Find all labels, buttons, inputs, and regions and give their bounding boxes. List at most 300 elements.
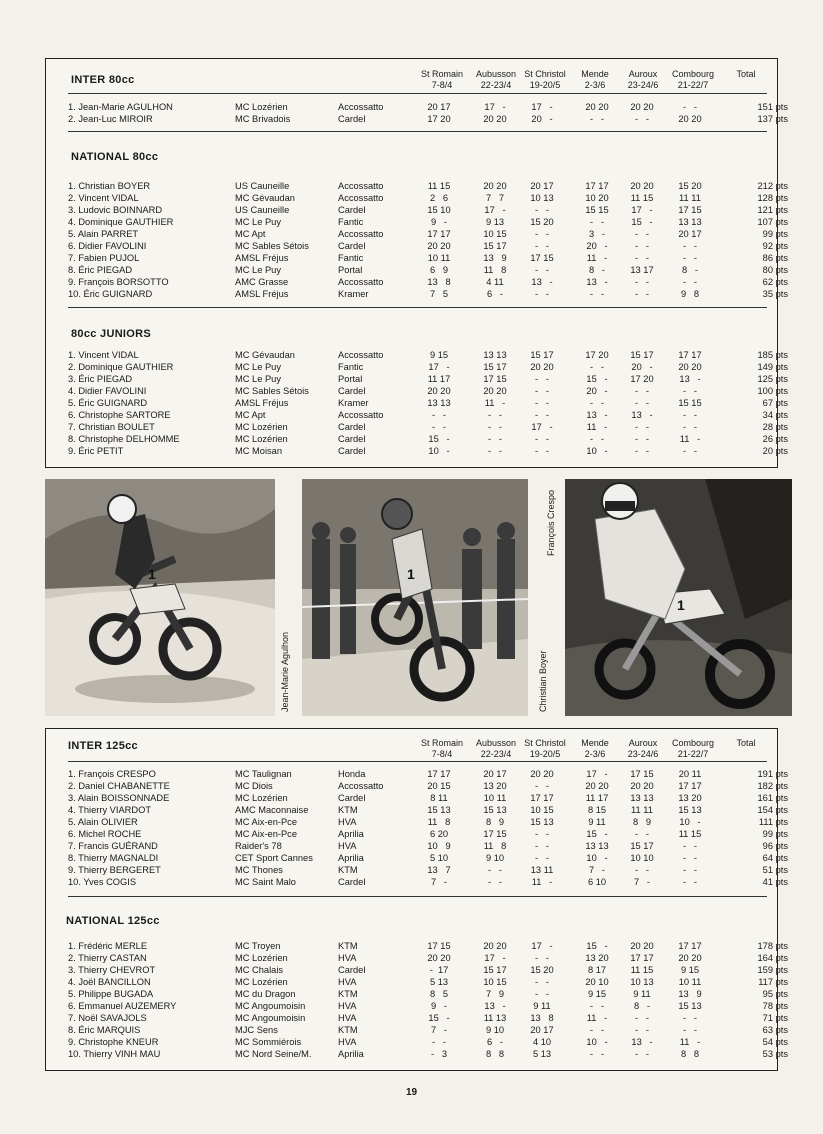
total-points: 159 pts <box>757 965 788 975</box>
club-name: MC Le Puy <box>235 217 281 227</box>
total-points: 128 pts <box>757 193 788 203</box>
race-score: - - <box>683 446 697 456</box>
rider-name: 7. Noël SAVAJOLS <box>68 1013 147 1023</box>
col-header-st-romain: St Romain 7-8/4 <box>420 738 464 759</box>
rider-name: 6. Christophe SARTORE <box>68 410 171 420</box>
club-name: MC Thones <box>235 865 283 875</box>
club-name: MC Lozérien <box>235 422 288 432</box>
race-score: - - <box>683 422 697 432</box>
race-score: 5 13 <box>532 1049 552 1059</box>
total-points: 28 pts <box>762 422 788 432</box>
rider-name: 3. Ludovic BOINNARD <box>68 205 163 215</box>
col-header-auroux: Auroux 23-24/6 <box>627 69 659 90</box>
race-number-1: 1 <box>677 597 685 613</box>
motorcycle-brand: HVA <box>338 1001 357 1011</box>
race-score: 17 15 <box>530 253 554 263</box>
table-row <box>68 768 788 780</box>
race-score: 17 20 <box>630 374 654 384</box>
race-score: 15 17 <box>483 362 507 372</box>
race-score: 17 17 <box>630 953 654 963</box>
race-score: 10 - <box>586 853 608 863</box>
table-row <box>68 240 788 252</box>
total-points: 125 pts <box>757 374 788 384</box>
rider-name: 2. Daniel CHABANETTE <box>68 781 170 791</box>
race-score: - - <box>432 1037 446 1047</box>
table-row <box>68 349 788 361</box>
motorcycle-brand: Cardel <box>338 965 366 975</box>
race-score: 17 - <box>428 362 450 372</box>
race-score: 15 - <box>586 374 608 384</box>
race-score: - - <box>488 422 502 432</box>
race-score: 20 17 <box>530 181 554 191</box>
motorcycle-brand: HVA <box>338 953 357 963</box>
rider-name: 9. François BORSOTTO <box>68 277 169 287</box>
header-rule <box>68 761 767 762</box>
race-score: - - <box>590 217 604 227</box>
motorcycle-brand: Accossatto <box>338 350 384 360</box>
race-score: 17 - <box>531 422 553 432</box>
race-score: 13 20 <box>585 953 609 963</box>
rider-name: 10. Éric GUIGNARD <box>68 289 153 299</box>
race-score: 10 11 <box>678 977 702 987</box>
table-row <box>68 1024 788 1036</box>
race-score: 10 - <box>428 446 450 456</box>
race-score: 15 13 <box>530 817 554 827</box>
results-box-125cc <box>45 728 788 1071</box>
race-score: 20 - <box>586 241 608 251</box>
table-row <box>68 276 788 288</box>
race-score: - - <box>535 241 549 251</box>
club-name: MC Troyen <box>235 941 281 951</box>
club-name: US Cauneille <box>235 181 290 191</box>
motorcycle-brand: KTM <box>338 805 358 815</box>
results-box-80cc <box>45 58 788 468</box>
race-score: 13 - <box>631 410 653 420</box>
race-score: 15 13 <box>678 805 702 815</box>
col-header-st-christol: St Christol 19-20/5 <box>524 738 566 759</box>
race-score: - 17 <box>429 965 449 975</box>
photo-boyer <box>302 479 528 716</box>
total-points: 212 pts <box>757 181 788 191</box>
race-score: 11 8 <box>483 265 507 275</box>
race-score: 15 15 <box>585 205 609 215</box>
race-score: - - <box>683 277 697 287</box>
rider-name: 3. Thierry CHEVROT <box>68 965 156 975</box>
club-name: MC Le Puy <box>235 374 281 384</box>
race-score: 13 9 <box>678 989 702 999</box>
club-name: MC Sommiérois <box>235 1037 302 1047</box>
club-name: MC Sables Sétois <box>235 386 309 396</box>
race-score: - - <box>535 434 549 444</box>
club-name: MC Angoumoisin <box>235 1013 306 1023</box>
race-score: 15 17 <box>630 350 654 360</box>
race-score: - - <box>635 398 649 408</box>
table-row <box>68 804 788 816</box>
club-name: US Cauneille <box>235 205 290 215</box>
race-score: 7 - <box>633 877 650 887</box>
total-points: 100 pts <box>757 386 788 396</box>
rider-name: 6. Emmanuel AUZEMERY <box>68 1001 177 1011</box>
race-score: 5 10 <box>429 853 449 863</box>
col-header-aubusson: Aubusson 22-23/4 <box>475 738 517 759</box>
race-score: 11 15 <box>630 965 654 975</box>
table-row <box>68 816 788 828</box>
table-row <box>68 397 788 409</box>
table-row <box>68 409 788 421</box>
race-score: 20 20 <box>427 953 451 963</box>
motorcycle-brand: Portal <box>338 374 363 384</box>
race-score: 13 - <box>586 410 608 420</box>
motorcycle-brand: Cardel <box>338 241 366 251</box>
motorcycle-brand: KTM <box>338 989 358 999</box>
total-points: 62 pts <box>762 277 788 287</box>
page-number: 19 <box>405 1087 418 1098</box>
table-row <box>68 204 788 216</box>
race-score: 20 20 <box>483 181 507 191</box>
race-score: - - <box>535 853 549 863</box>
race-score: 13 13 <box>483 350 507 360</box>
race-score: 15 15 <box>678 398 702 408</box>
race-score: - - <box>535 781 549 791</box>
race-score: - - <box>535 841 549 851</box>
table-row <box>68 264 788 276</box>
race-score: 13 9 <box>483 253 507 263</box>
club-name: MC Moisan <box>235 446 283 456</box>
race-score: - - <box>683 1025 697 1035</box>
total-points: 111 pts <box>758 817 788 827</box>
col-header-combourg: Combourg 21-22/7 <box>671 738 715 759</box>
total-points: 117 pts <box>758 977 788 987</box>
section-rule <box>68 307 767 308</box>
race-score: - 3 <box>430 1049 447 1059</box>
race-score: 10 10 <box>630 853 654 863</box>
motorcycle-brand: HVA <box>338 841 357 851</box>
total-points: 137 pts <box>757 114 788 124</box>
table-row <box>68 1012 788 1024</box>
race-score: 20 - <box>631 362 653 372</box>
club-name: CET Sport Cannes <box>235 853 313 863</box>
race-score: 15 20 <box>530 217 554 227</box>
race-score: 15 13 <box>678 1001 702 1011</box>
race-score: 17 15 <box>483 829 507 839</box>
race-score: 17 15 <box>483 374 507 384</box>
race-score: 8 - <box>633 1001 650 1011</box>
race-score: 20 20 <box>678 953 702 963</box>
race-score: 11 15 <box>630 193 654 203</box>
race-score: 17 17 <box>678 781 702 791</box>
rider-name: 5. Philippe BUGADA <box>68 989 154 999</box>
race-score: - - <box>535 386 549 396</box>
race-score: 15 13 <box>427 805 451 815</box>
table-row <box>68 113 788 125</box>
race-score: 10 13 <box>630 977 654 987</box>
club-name: AMSL Fréjus <box>235 289 289 299</box>
total-points: 154 pts <box>757 805 788 815</box>
race-number-1: 1 <box>148 566 156 582</box>
race-score: - - <box>635 386 649 396</box>
race-score: 15 - <box>428 434 450 444</box>
motorcycle-brand: Cardel <box>338 877 366 887</box>
race-score: - - <box>635 289 649 299</box>
total-points: 26 pts <box>762 434 788 444</box>
rider-name: 2. Thierry CASTAN <box>68 953 147 963</box>
race-score: 15 17 <box>530 350 554 360</box>
race-score: 8 8 <box>485 1049 505 1059</box>
total-points: 191 pts <box>757 769 788 779</box>
race-score: - - <box>635 1049 649 1059</box>
motorcycle-brand: Aprilia <box>338 1049 364 1059</box>
race-score: 13 13 <box>630 793 654 803</box>
race-score: 11 - <box>679 1037 701 1047</box>
race-score: 8 - <box>681 265 698 275</box>
motorcycle-brand: Accossatto <box>338 229 384 239</box>
section-rule <box>68 131 767 132</box>
race-score: 17 - <box>484 205 506 215</box>
rider-name: 8. Éric MARQUIS <box>68 1025 141 1035</box>
race-score: 4 10 <box>532 1037 552 1047</box>
race-score: 8 11 <box>430 793 448 803</box>
motorcycle-brand: Cardel <box>338 793 366 803</box>
motorcycle-brand: KTM <box>338 1025 358 1035</box>
race-score: - - <box>535 829 549 839</box>
col-header-combourg: Combourg 21-22/7 <box>671 69 715 90</box>
total-points: 51 pts <box>762 865 788 875</box>
race-score: 10 11 <box>483 793 507 803</box>
race-score: 10 - <box>586 446 608 456</box>
race-score: 13 7 <box>427 865 451 875</box>
table-row <box>68 385 788 397</box>
total-points: 164 pts <box>757 953 788 963</box>
total-points: 99 pts <box>762 829 788 839</box>
rider-name: 7. Christian BOULET <box>68 422 155 432</box>
motorcycle-brand: Kramer <box>338 289 369 299</box>
rider-name: 4. Dominique GAUTHIER <box>68 217 174 227</box>
race-score: 7 7 <box>485 193 505 203</box>
race-score: 8 8 <box>680 1049 700 1059</box>
race-score: - - <box>635 229 649 239</box>
club-name: MC Aix-en-Pce <box>235 817 297 827</box>
rider-name: 8. Christophe DELHOMME <box>68 434 180 444</box>
race-score: - - <box>683 853 697 863</box>
club-name: MJC Sens <box>235 1025 278 1035</box>
race-score: - - <box>590 1049 604 1059</box>
race-score: 15 17 <box>483 965 507 975</box>
race-score: 9 - <box>430 217 447 227</box>
race-score: 20 17 <box>427 102 451 112</box>
race-score: 10 15 <box>530 805 554 815</box>
race-score: 20 20 <box>630 941 654 951</box>
motorcycle-brand: Cardel <box>338 114 366 124</box>
motorcycle-brand: HVA <box>338 1037 357 1047</box>
motorcycle-brand: KTM <box>338 865 358 875</box>
motorcycle-brand: Cardel <box>338 434 366 444</box>
race-score: 20 20 <box>630 781 654 791</box>
total-points: 20 pts <box>762 446 788 456</box>
race-score: 6 10 <box>587 877 607 887</box>
race-score: 13 8 <box>427 277 451 287</box>
photo-caption-boyer: Christian Boyer <box>538 650 548 712</box>
race-score: - - <box>590 434 604 444</box>
motorcycle-brand: Accossatto <box>338 410 384 420</box>
race-score: 9 10 <box>485 1025 505 1035</box>
race-score: 11 13 <box>483 1013 507 1023</box>
race-score: 10 - <box>679 817 701 827</box>
race-score: 17 17 <box>530 793 554 803</box>
race-score: 15 - <box>631 217 653 227</box>
col-header-total: Total <box>736 69 756 79</box>
section-title-inter-125cc: INTER 125cc <box>68 740 138 752</box>
race-score: 11 17 <box>427 374 451 384</box>
rider-name: 8. Éric PIEGAD <box>68 265 133 275</box>
photo-caption-agulhon: Jean-Marie Agulhon <box>280 631 290 712</box>
race-score: 15 17 <box>483 241 507 251</box>
race-score: 6 9 <box>429 265 449 275</box>
rider-name: 10. Thierry VINH MAU <box>68 1049 161 1059</box>
rider-name: 5. Alain PARRET <box>68 229 139 239</box>
race-score: 20 15 <box>427 781 451 791</box>
race-score: 7 - <box>430 1025 447 1035</box>
race-score: - - <box>535 265 549 275</box>
motorcycle-brand: HVA <box>338 1013 357 1023</box>
race-score: 20 20 <box>678 114 702 124</box>
race-score: - - <box>432 422 446 432</box>
race-score: - - <box>535 374 549 384</box>
total-points: 96 pts <box>762 841 788 851</box>
race-score: 13 13 <box>427 398 451 408</box>
race-score: 17 - <box>531 102 553 112</box>
race-score: 11 15 <box>427 181 451 191</box>
race-score: - - <box>488 434 502 444</box>
table-row <box>68 864 788 876</box>
race-score: 17 - <box>484 953 506 963</box>
club-name: MC Gévaudan <box>235 350 295 360</box>
race-score: 13 - <box>531 277 553 287</box>
table-row <box>68 192 788 204</box>
race-score: 20 20 <box>530 769 554 779</box>
table-row <box>68 228 788 240</box>
race-score: 5 13 <box>429 977 449 987</box>
race-score: 10 9 <box>427 841 451 851</box>
race-score: 2 6 <box>429 193 449 203</box>
race-score: 11 - <box>586 253 608 263</box>
col-header-st-christol: St Christol 19-20/5 <box>524 69 566 90</box>
rider-name: 9. Christophe KNEUR <box>68 1037 159 1047</box>
table-row <box>68 1000 788 1012</box>
club-name: MC Lozérien <box>235 953 288 963</box>
club-name: AMC Maconnaise <box>235 805 309 815</box>
table-row <box>68 1036 788 1048</box>
race-score: - - <box>488 877 502 887</box>
race-score: - - <box>590 114 604 124</box>
club-name: AMC Grasse <box>235 277 289 287</box>
rider-name: 6. Michel ROCHE <box>68 829 142 839</box>
race-score: - - <box>590 398 604 408</box>
race-score: 13 - <box>484 1001 506 1011</box>
race-score: 11 - <box>586 1013 608 1023</box>
race-score: - - <box>635 1025 649 1035</box>
race-score: 6 - <box>486 1037 503 1047</box>
club-name: MC Lozérien <box>235 977 288 987</box>
race-score: 11 17 <box>585 793 609 803</box>
rider-name: 1. François CRESPO <box>68 769 156 779</box>
race-score: 20 20 <box>585 102 609 112</box>
total-points: 67 pts <box>762 398 788 408</box>
rider-name: 9. Éric PETIT <box>68 446 124 456</box>
club-name: MC Apt <box>235 229 266 239</box>
race-score: 20 20 <box>585 781 609 791</box>
table-row <box>68 361 788 373</box>
race-score: 20 - <box>586 386 608 396</box>
race-score: 17 15 <box>678 205 702 215</box>
race-score: - - <box>535 953 549 963</box>
club-name: AMSL Fréjus <box>235 253 289 263</box>
race-score: - - <box>635 446 649 456</box>
table-row <box>68 792 788 804</box>
section-title-national-80cc: NATIONAL 80cc <box>71 151 159 163</box>
race-score: - - <box>683 253 697 263</box>
race-score: 11 - <box>484 398 506 408</box>
total-points: 41 pts <box>762 877 788 887</box>
rider-name: 4. Joël BANCILLON <box>68 977 151 987</box>
table-row <box>68 252 788 264</box>
race-score: 13 20 <box>678 793 702 803</box>
rider-name: 5. Éric GUIGNARD <box>68 398 148 408</box>
race-score: - - <box>635 253 649 263</box>
race-score: 13 - <box>631 1037 653 1047</box>
total-points: 149 pts <box>757 362 788 372</box>
total-points: 121 pts <box>757 205 788 215</box>
rider-name: 4. Didier FAVOLINI <box>68 386 147 396</box>
section-rule <box>68 896 767 897</box>
table-row <box>68 840 788 852</box>
club-name: AMSL Fréjus <box>235 398 289 408</box>
total-points: 95 pts <box>762 989 788 999</box>
total-points: 86 pts <box>762 253 788 263</box>
race-score: 20 20 <box>630 181 654 191</box>
race-score: 11 - <box>586 422 608 432</box>
race-score: 17 17 <box>585 181 609 191</box>
rider-name: 10. Yves COGIS <box>68 877 137 887</box>
header-rule <box>68 93 767 94</box>
race-score: - - <box>590 289 604 299</box>
table-row <box>68 288 788 300</box>
rider-name: 3. Alain BOISSONNADE <box>68 793 170 803</box>
race-score: 10 15 <box>483 229 507 239</box>
race-score: 8 15 <box>587 805 607 815</box>
total-points: 80 pts <box>762 265 788 275</box>
club-name: MC Brivadois <box>235 114 291 124</box>
race-score: - - <box>590 1025 604 1035</box>
race-score: - - <box>635 1013 649 1023</box>
race-score: 20 20 <box>427 241 451 251</box>
race-score: 20 20 <box>483 941 507 951</box>
race-score: 17 17 <box>427 229 451 239</box>
race-score: 4 11 <box>486 277 504 287</box>
rider-name: 1. Jean-Marie AGULHON <box>68 102 173 112</box>
rider-name: 1. Christian BOYER <box>68 181 151 191</box>
race-score: - - <box>535 989 549 999</box>
rider-name: 1. Vincent VIDAL <box>68 350 139 360</box>
race-score: 7 - <box>430 877 447 887</box>
motorcycle-brand: Accossatto <box>338 181 384 191</box>
race-score: - - <box>683 410 697 420</box>
race-score: 10 - <box>586 1037 608 1047</box>
table-row <box>68 433 788 445</box>
race-score: 20 - <box>531 114 553 124</box>
motorcycle-brand: KTM <box>338 941 358 951</box>
club-name: MC Taulignan <box>235 769 292 779</box>
race-score: 11 11 <box>679 193 701 203</box>
